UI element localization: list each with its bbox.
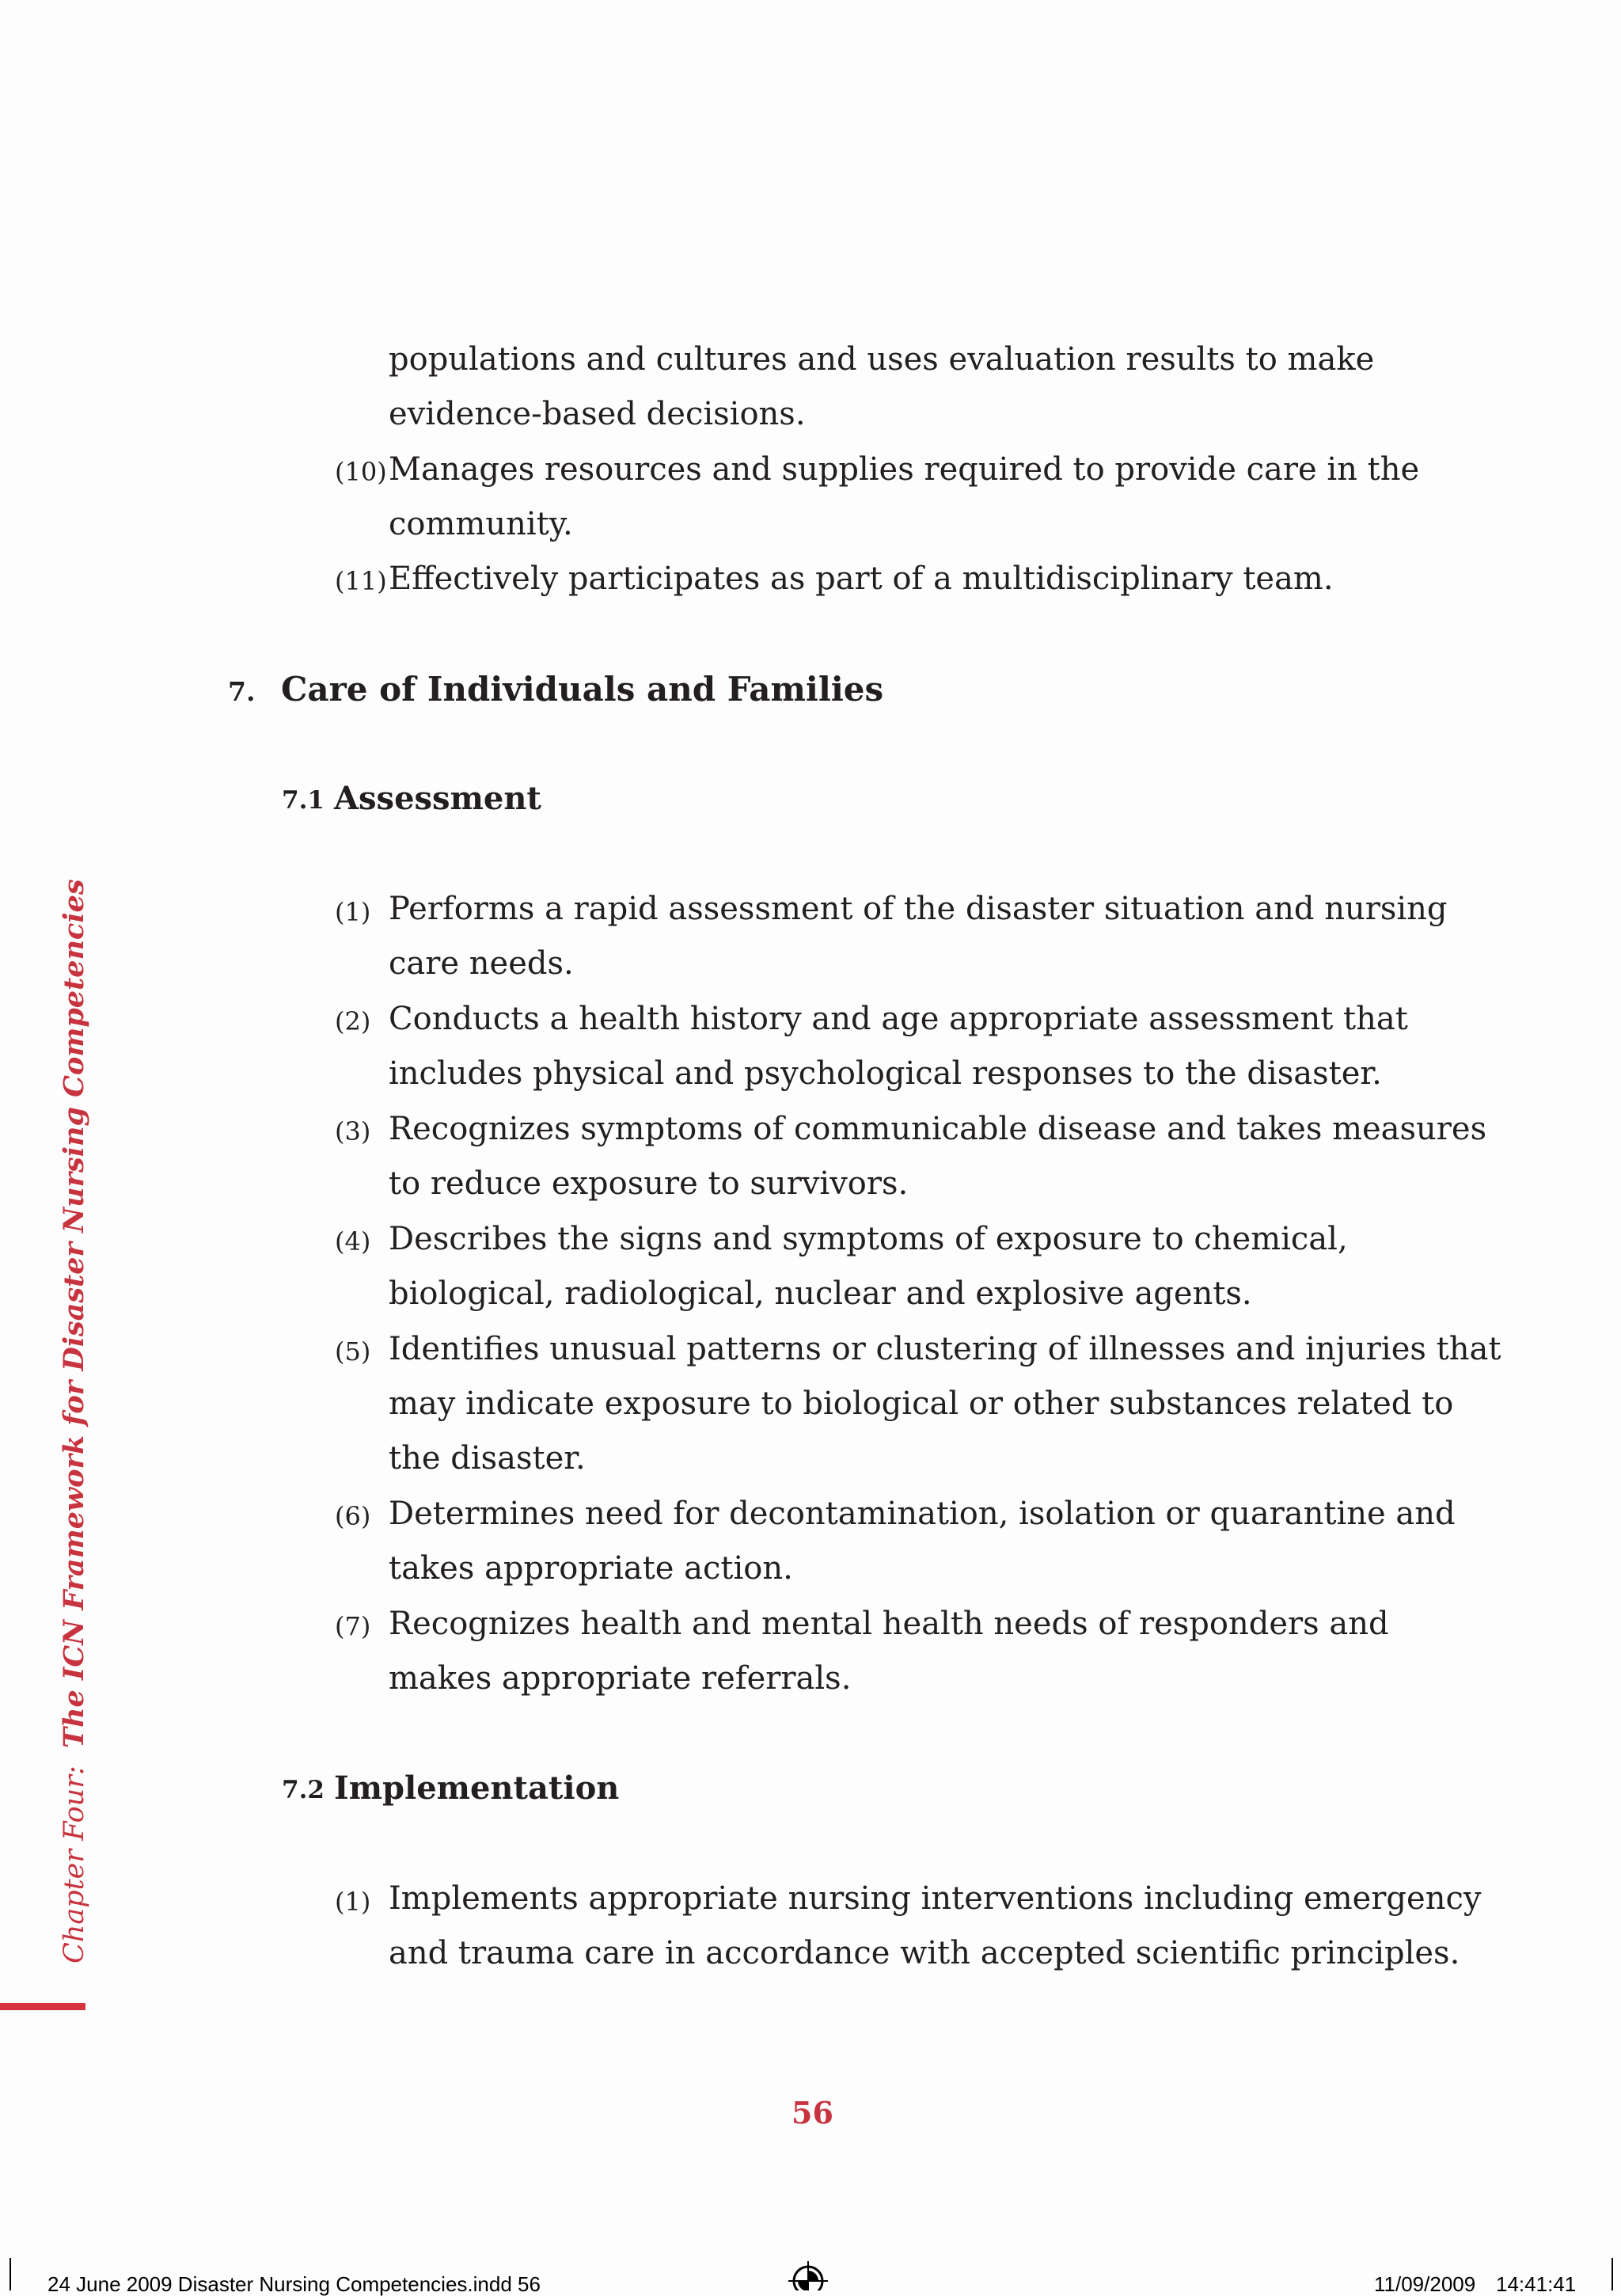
continued-text-line: populations and cultures and uses evaluation results to make xyxy=(389,341,1375,378)
subsection-number: 7.2 xyxy=(282,1776,325,1804)
list-item-line: Manages resources and supplies required to provide care in the xyxy=(389,451,1420,488)
list-item-line: Implements appropriate nursing interventions including emergency xyxy=(389,1880,1482,1917)
section-title: Care of Individuals and Families xyxy=(281,670,884,709)
list-item-line: the disaster. xyxy=(389,1440,586,1477)
list-item-number: (1) xyxy=(335,1887,371,1917)
list-item-number: (3) xyxy=(335,1116,371,1146)
subsection-title: Implementation xyxy=(334,1770,620,1807)
list-item-line: to reduce exposure to survivors. xyxy=(389,1165,909,1202)
side-accent-bar xyxy=(0,2003,85,2010)
list-item-line: makes appropriate referrals. xyxy=(389,1660,852,1697)
crop-mark xyxy=(1612,2258,1613,2290)
list-item-number: (5) xyxy=(335,1336,371,1367)
side-chapter-label: Chapter Four: xyxy=(59,1766,90,1963)
footer-time: 14:41:41 xyxy=(1496,2272,1577,2296)
list-item-line: may indicate exposure to biological or other substances related to xyxy=(389,1386,1454,1422)
list-item-line: takes appropriate action. xyxy=(389,1550,793,1587)
list-item-line: care needs. xyxy=(389,945,574,982)
list-item-number: (11) xyxy=(335,566,387,596)
list-item-number: (2) xyxy=(335,1006,371,1036)
list-item-line: biological, radiological, nuclear and explosive agents. xyxy=(389,1275,1252,1312)
crop-mark xyxy=(9,2258,11,2290)
running-side-header xyxy=(60,879,89,1963)
list-item-line: Identifies unusual patterns or clustering of illnesses and injuries that xyxy=(389,1331,1501,1367)
page-number: 56 xyxy=(792,2095,833,2131)
list-item-number: (6) xyxy=(335,1501,371,1531)
list-item-line: Describes the signs and symptoms of exposure to chemical, xyxy=(389,1221,1348,1257)
footer-filename: 24 June 2009 Disaster Nursing Competencies.indd 56 xyxy=(47,2272,541,2296)
list-item-line: Determines need for decontamination, isolation or quarantine and xyxy=(389,1496,1456,1532)
side-chapter-title: The ICN Framework for Disaster Nursing Competencies xyxy=(58,879,90,1748)
continued-text-line: evidence-based decisions. xyxy=(389,396,806,432)
list-item-line: Recognizes health and mental health needs of responders and xyxy=(389,1606,1389,1642)
subsection-title: Assessment xyxy=(334,780,541,817)
list-item-line: community. xyxy=(389,506,573,542)
list-item-number: (10) xyxy=(335,457,387,487)
list-item-line: Conducts a health history and age appropriate assessment that xyxy=(389,1001,1408,1037)
list-item-line: includes physical and psychological responses to the disaster. xyxy=(389,1055,1382,1092)
list-item-line: Effectively participates as part of a multidisciplinary team. xyxy=(389,561,1334,597)
registration-mark-icon xyxy=(788,2261,828,2290)
list-item-number: (1) xyxy=(335,897,371,927)
section-number: 7. xyxy=(228,676,256,707)
subsection-number: 7.1 xyxy=(282,786,325,815)
list-item-number: (7) xyxy=(335,1611,371,1641)
list-item-line: Recognizes symptoms of communicable disease and takes measures xyxy=(389,1111,1487,1147)
list-item-line: and trauma care in accordance with accepted scientific principles. xyxy=(389,1935,1460,1971)
list-item-number: (4) xyxy=(335,1226,371,1256)
footer-date: 11/09/2009 xyxy=(1374,2272,1476,2296)
list-item-line: Performs a rapid assessment of the disaster situation and nursing xyxy=(389,891,1448,927)
